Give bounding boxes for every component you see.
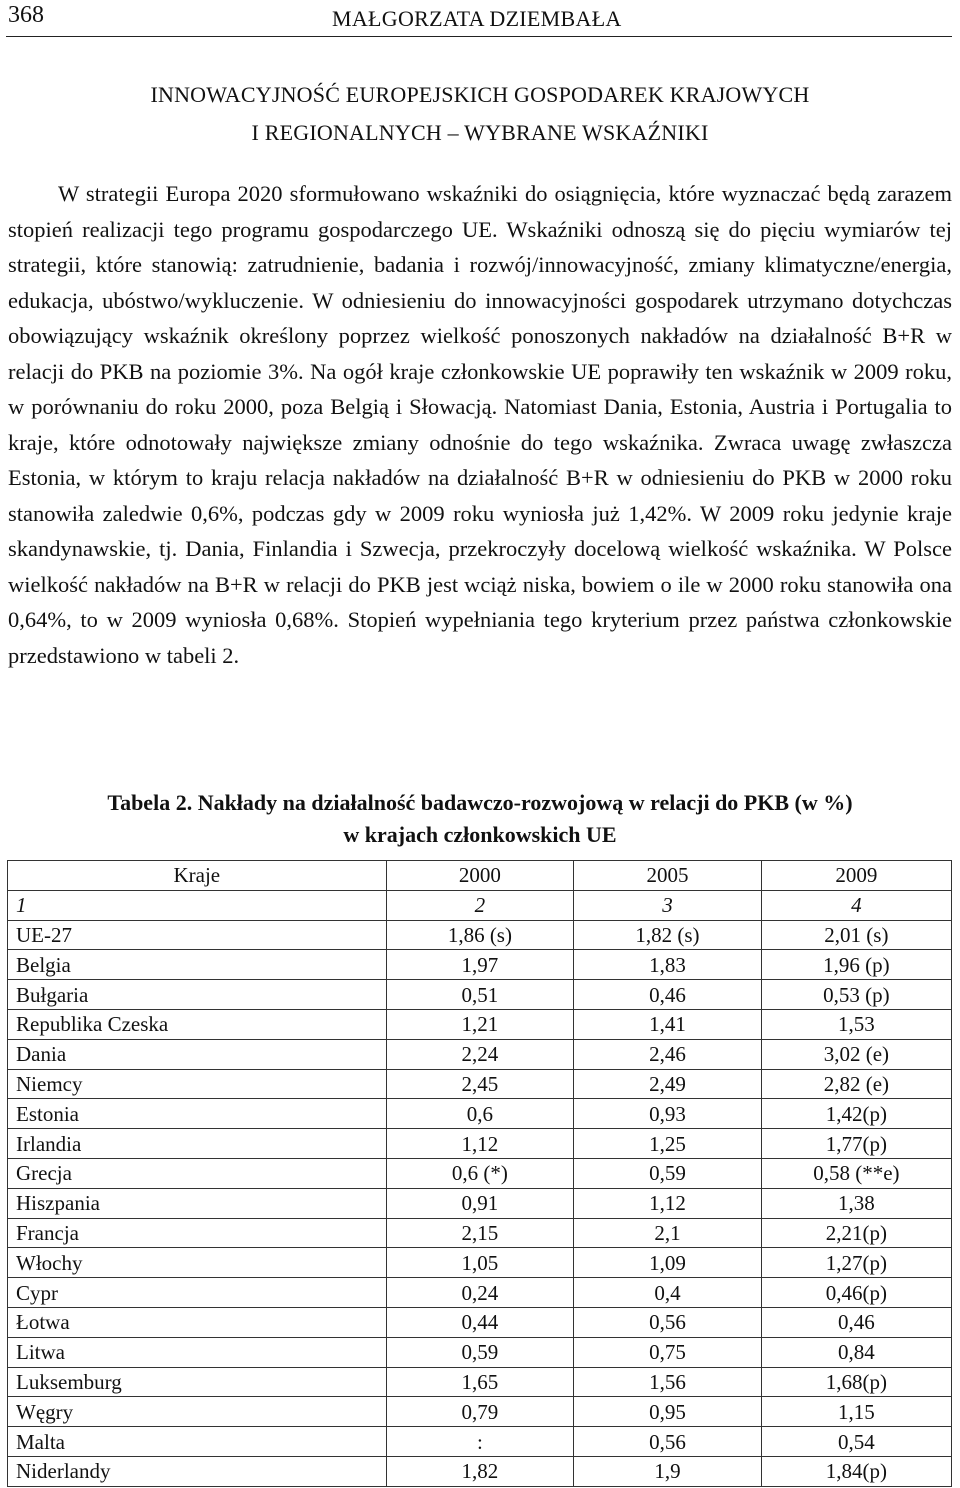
- table-cell-value: 1,21: [386, 1009, 574, 1039]
- table-cell-value: 0,44: [386, 1307, 574, 1337]
- header-rule: [6, 36, 952, 37]
- table-cell-country: Węgry: [8, 1397, 387, 1427]
- table-cell-country: Litwa: [8, 1337, 387, 1367]
- table-cell-value: 0,53 (p): [761, 980, 951, 1010]
- table-cell-value: 0,79: [386, 1397, 574, 1427]
- table-cell-value: 0,95: [574, 1397, 762, 1427]
- table-cell-country: Belgia: [8, 950, 387, 980]
- table-row: [8, 1039, 952, 1069]
- table-caption-line1: Tabela 2. Nakłady na działalność badawczo-rozwojową w relacji do PKB (w %): [107, 790, 853, 815]
- table-cell-value: 2009: [761, 861, 951, 891]
- table-caption-line2: w krajach członkowskich UE: [343, 822, 617, 847]
- table-row: [8, 1129, 952, 1159]
- table-cell-country: 1: [8, 890, 387, 920]
- section-title-line2: I REGIONALNYCH – WYBRANE WSKAŹNIKI: [251, 120, 709, 145]
- table-cell-value: 0,46(p): [761, 1278, 951, 1308]
- table-cell-value: 1,9: [574, 1456, 762, 1486]
- table-cell-value: 2,01 (s): [761, 920, 951, 950]
- table-cell-value: 1,83: [574, 950, 762, 980]
- table-row: [8, 1188, 952, 1218]
- table-cell-value: 1,84(p): [761, 1456, 951, 1486]
- table-cell-value: 2,24: [386, 1039, 574, 1069]
- table-row: [8, 950, 952, 980]
- table-cell-value: 1,25: [574, 1129, 762, 1159]
- table-row: [8, 1427, 952, 1457]
- table-cell-value: 1,53: [761, 1009, 951, 1039]
- table-cell-value: 1,09: [574, 1248, 762, 1278]
- table-cell-value: 0,4: [574, 1278, 762, 1308]
- table-cell-value: 2,1: [574, 1218, 762, 1248]
- table-cell-value: 0,93: [574, 1099, 762, 1129]
- table-row: [8, 1099, 952, 1129]
- table-cell-country: UE-27: [8, 920, 387, 950]
- table-cell-value: 1,97: [386, 950, 574, 980]
- table-cell-value: :: [386, 1427, 574, 1457]
- table-cell-value: 0,46: [761, 1307, 951, 1337]
- section-title-line1: INNOWACYJNOŚĆ EUROPEJSKICH GOSPODAREK KRAJOWYCH: [150, 82, 810, 107]
- table-cell-value: 1,27(p): [761, 1248, 951, 1278]
- table-cell-value: 2000: [386, 861, 574, 891]
- table-cell-value: 1,65: [386, 1367, 574, 1397]
- table-body: [8, 861, 952, 1487]
- table-cell-value: 1,96 (p): [761, 950, 951, 980]
- table-row: [8, 1218, 952, 1248]
- table-cell-value: 0,75: [574, 1337, 762, 1367]
- table-cell-country: Grecja: [8, 1158, 387, 1188]
- table-row: [8, 1009, 952, 1039]
- table-row: [8, 980, 952, 1010]
- table-cell-country: Cypr: [8, 1278, 387, 1308]
- table-cell-country: Francja: [8, 1218, 387, 1248]
- table-row: [8, 1337, 952, 1367]
- table-cell-value: 2,21(p): [761, 1218, 951, 1248]
- table-cell-country: Hiszpania: [8, 1188, 387, 1218]
- table-cell-country: Irlandia: [8, 1129, 387, 1159]
- table-row: [8, 1069, 952, 1099]
- table-cell-country: Republika Czeska: [8, 1009, 387, 1039]
- table-cell-country: Łotwa: [8, 1307, 387, 1337]
- table-cell-value: 2,82 (e): [761, 1069, 951, 1099]
- table-index-row: [8, 890, 952, 920]
- page-header: [0, 0, 960, 40]
- table-cell-value: 3: [574, 890, 762, 920]
- table-cell-value: 0,54: [761, 1427, 951, 1457]
- body-paragraph: W strategii Europa 2020 sformułowano wskaźniki do osiągnięcia, które wyznaczać będą zarazem stopień realizacji tego programu gospodarczego UE. Wskaźniki odnoszą się do pięciu wymiarów tej strategii, które stanowią: zatrudnienie, badania i rozwój/innowacyjność, zmiany klimatyczne/energia, edukacja, ubóstwo/wykluczenie. W odniesieniu do innowacyjności gospodarek utrzymano dotychczas obowiązujący wskaźnik określony poprzez wielkość ponoszonych nakładów na działalność B+R w relacji do PKB na poziomie 3%. Na ogół kraje członkowskie UE poprawiły ten wskaźnik w 2009 roku, w porównaniu do roku 2000, poza Belgią i Słowacją. Natomiast Dania, Estonia, Austria i Portugalia to kraje, które odnotowały największe zmiany odnośnie do tego wskaźnika. Zwraca uwagę zwłaszcza Estonia, w którym to kraju relacja nakładów na działalność B+R w odniesieniu do PKB w 2000 roku stanowiła zaledwie 0,6%, podczas gdy w 2009 roku wyniosła już 1,42%. W 2009 roku jedynie kraje skandynawskie, tj. Dania, Finlandia i Szwecja, przekroczyły docelową wielkość wskaźnika. W Polsce wielkość nakładów na B+R w relacji do PKB jest wciąż niska, bowiem o ile w 2000 roku stanowiła ona 0,64%, to w 2009 wyniosła 0,68%. Stopień wypełniania tego kryterium przez państwa członkowskie przedstawiono w tabeli 2.: [8, 181, 952, 668]
- table-cell-value: 3,02 (e): [761, 1039, 951, 1069]
- table-cell-country: Estonia: [8, 1099, 387, 1129]
- table-cell-value: 0,59: [386, 1337, 574, 1367]
- table-row: [8, 920, 952, 950]
- table-cell-value: 2005: [574, 861, 762, 891]
- table-cell-value: 0,91: [386, 1188, 574, 1218]
- table-cell-value: 2: [386, 890, 574, 920]
- table-cell-value: 1,86 (s): [386, 920, 574, 950]
- table-cell-value: 2,15: [386, 1218, 574, 1248]
- table-cell-value: 1,05: [386, 1248, 574, 1278]
- table-cell-country: Luksemburg: [8, 1367, 387, 1397]
- running-head: MAŁGORZATA DZIEMBAŁA: [332, 6, 622, 31]
- table-cell-value: 1,15: [761, 1397, 951, 1427]
- table-cell-value: 1,12: [386, 1129, 574, 1159]
- table-cell-value: 4: [761, 890, 951, 920]
- table-cell-value: 0,58 (**e): [761, 1158, 951, 1188]
- table-cell-value: 0,24: [386, 1278, 574, 1308]
- table-cell-value: 1,68(p): [761, 1367, 951, 1397]
- table-cell-value: 0,6 (*): [386, 1158, 574, 1188]
- table-row: [8, 1367, 952, 1397]
- table-cell-value: 0,56: [574, 1307, 762, 1337]
- table-cell-country: Niderlandy: [8, 1456, 387, 1486]
- table-row: [8, 1397, 952, 1427]
- page-number: 368: [8, 2, 44, 28]
- table-cell-value: 1,56: [574, 1367, 762, 1397]
- table-row: [8, 1456, 952, 1486]
- table-row: [8, 1248, 952, 1278]
- body-text: [8, 176, 952, 673]
- table-cell-country: Malta: [8, 1427, 387, 1457]
- data-table: [7, 860, 952, 1487]
- table-cell-value: 0,84: [761, 1337, 951, 1367]
- table-cell-country: Bułgaria: [8, 980, 387, 1010]
- table-cell-value: 2,46: [574, 1039, 762, 1069]
- table-cell-value: 1,77(p): [761, 1129, 951, 1159]
- table-cell-value: 0,46: [574, 980, 762, 1010]
- table-cell-value: 1,82 (s): [574, 920, 762, 950]
- table-cell-country: Kraje: [8, 861, 387, 891]
- table-cell-value: 1,82: [386, 1456, 574, 1486]
- table-cell-value: 1,41: [574, 1009, 762, 1039]
- table-cell-value: 1,42(p): [761, 1099, 951, 1129]
- table-row: [8, 1307, 952, 1337]
- table-cell-country: Dania: [8, 1039, 387, 1069]
- table-cell-value: 0,6: [386, 1099, 574, 1129]
- table-cell-value: 2,45: [386, 1069, 574, 1099]
- table-cell-value: 0,59: [574, 1158, 762, 1188]
- table-cell-country: Niemcy: [8, 1069, 387, 1099]
- table-cell-value: 0,56: [574, 1427, 762, 1457]
- table-cell-value: 1,38: [761, 1188, 951, 1218]
- table-header-row: [8, 861, 952, 891]
- table-cell-value: 0,51: [386, 980, 574, 1010]
- table-cell-value: 2,49: [574, 1069, 762, 1099]
- table-cell-value: 1,12: [574, 1188, 762, 1218]
- table-row: [8, 1278, 952, 1308]
- table-cell-country: Włochy: [8, 1248, 387, 1278]
- table-row: [8, 1158, 952, 1188]
